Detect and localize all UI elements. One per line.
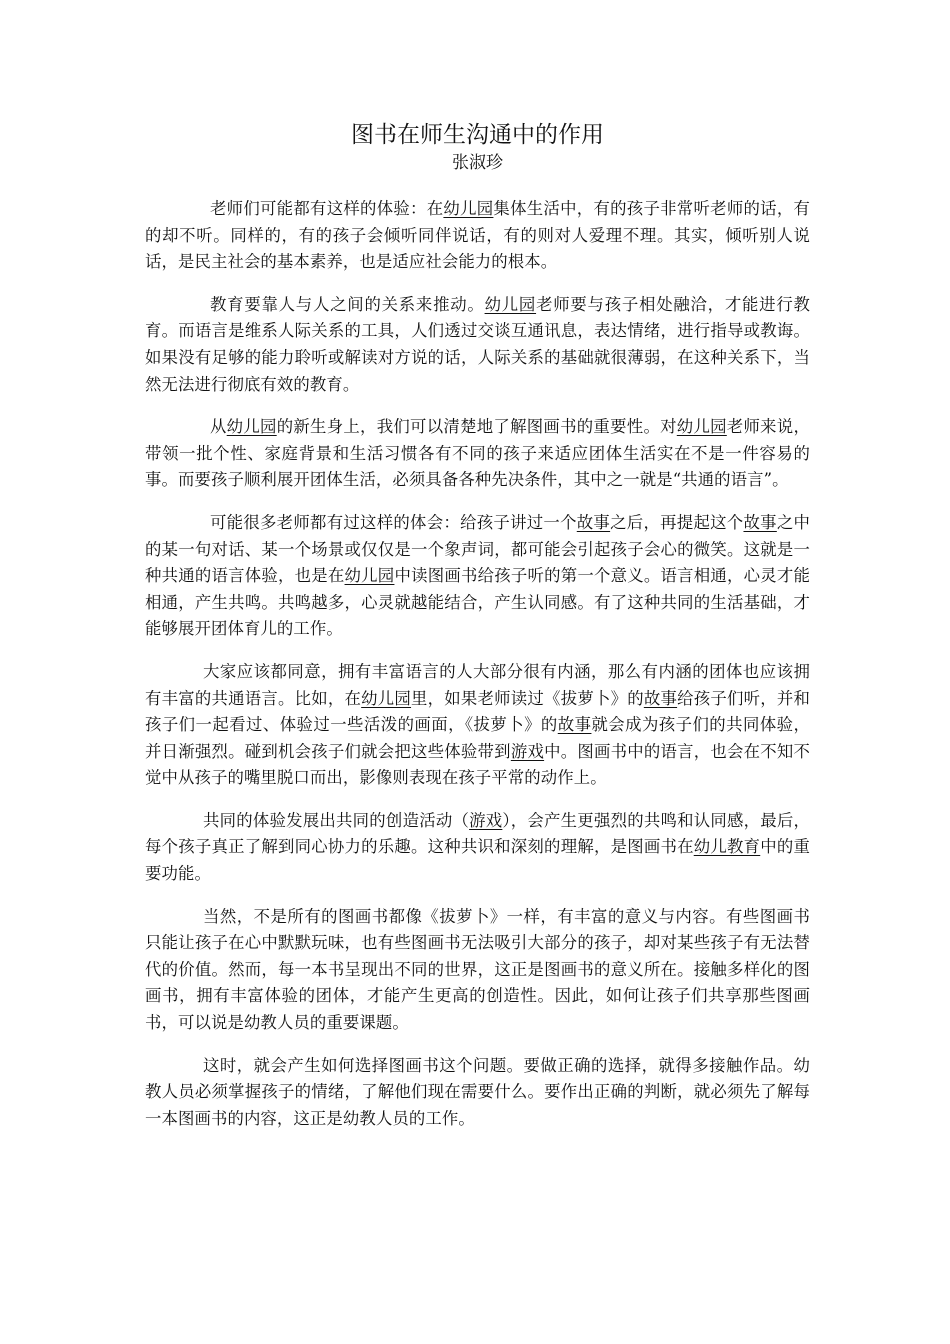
keyword-link[interactable]: 幼儿园: [484, 294, 537, 314]
paragraph: [145, 414, 810, 494]
keyword-link[interactable]: 游戏: [510, 741, 545, 761]
keyword-link[interactable]: 故事: [576, 512, 611, 532]
paragraph-text: 之中的某一句对话、某一个场景或仅仅是一个象声词，都可能会引起孩子会心的微笑。这就是一种共通的语言体验，也是在: [145, 512, 810, 586]
paragraph-text: 老师要与孩子相处融洽，才能进行教育。而语言是维系人际关系的工具，人们透过交谈互通讯息，表达情绪，进行指导或教诲。如果没有足够的能力聆听或解读对方说的话，人际关系的基础就很薄弱，在这种关系下，当然无法进行彻底有效的教育。: [145, 294, 810, 394]
document-title: 图书在师生沟通中的作用: [351, 122, 604, 148]
paragraph-text: 当然，不是所有的图画书都像《拔萝卜》一样，有丰富的意义与内容。有些图画书只能让孩子在心中默默玩味，也有些图画书无法吸引大部分的孩子，却对某些孩子有无法替代的价值。然而，每一本书呈现出不同的世界，这正是图画书的意义所在。接触多样化的图画书，拥有丰富体验的团体，才能产生更高的创造性。因此，如何让孩子们共享那些图画书，可以说是幼教人员的重要课题。: [145, 906, 810, 1033]
keyword-link[interactable]: 幼儿园: [676, 417, 727, 437]
paragraph-text: 大家应该都同意，拥有丰富语言的人大部分很有内涵，那么有内涵的团体也应该拥有丰富的共通语言。比如，在: [145, 661, 810, 708]
keyword-link[interactable]: 故事: [743, 512, 777, 532]
keyword-link[interactable]: 游戏: [469, 810, 503, 830]
paragraph: [145, 1053, 810, 1133]
keyword-link[interactable]: 幼儿教育: [693, 837, 761, 857]
paragraph-text: 中读图画书给孩子听的第一个意义。语言相通，心灵才能相通，产生共鸣。共鸣越多，心灵就越能结合，产生认同感。有了这种共同的生活基础，才能够展开团体育儿的工作。: [145, 566, 810, 639]
paragraph-text: 老师来说，带领一批个性、家庭背景和生活习惯各有不同的孩子来适应团体生活实在不是一件容易的事。而要孩子顺利展开团体生活，必须具备各种先决条件，其中之一就是“共通的语言”。: [145, 417, 810, 490]
keyword-link[interactable]: 幼儿园: [226, 417, 277, 437]
paragraph: [145, 292, 810, 398]
keyword-link[interactable]: 幼儿园: [344, 566, 395, 586]
paragraph: [145, 904, 810, 1037]
paragraph-text: 教育要靠人与人之间的关系来推动。: [210, 294, 485, 314]
paragraph-text: ），会产生更强烈的共鸣和认同感，最后，每个孩子真正了解到同心协力的乐趣。这种共识和深刻的理解，是图画书在: [145, 810, 810, 857]
document-page: [145, 118, 810, 1148]
paragraph: [145, 510, 810, 643]
keyword-link[interactable]: 故事: [557, 715, 592, 735]
paragraph-text: 里，如果老师读过《拔萝卜》的: [411, 688, 644, 708]
paragraph: [145, 659, 810, 792]
keyword-link[interactable]: 幼儿园: [443, 199, 494, 218]
paragraph-text: 这时，就会产生如何选择图画书这个问题。要做正确的选择，就得多接触作品。幼教人员必须掌握孩子的情绪，了解他们现在需要什么。要作出正确的判断，就必须先了解每一本图画书的内容，这正是幼教人员的工作。: [145, 1055, 810, 1128]
paragraph-text: 老师们可能都有这样的体验：在: [210, 199, 444, 218]
paragraph-text: 可能很多老师都有过这样的体会：给孩子讲过一个: [210, 512, 577, 532]
paragraph-text: 共同的体验发展出共同的创造活动（: [203, 810, 470, 830]
paragraph-text: 给孩子们听，并和孩子们一起看过、体验过一些活泼的画面，《拔萝卜》的: [145, 688, 810, 735]
paragraph-text: 集体生活中，有的孩子非常听老师的话，有的却不听。同样的，有的孩子会倾听同伴说话，有的则对人爱理不理。其实，倾听别人说话，是民主社会的基本素养，也是适应社会能力的根本。: [145, 199, 810, 272]
document-body: [145, 196, 810, 1132]
paragraph: [145, 196, 810, 276]
paragraph-text: 的新生身上，我们可以清楚地了解图画书的重要性。对: [276, 417, 677, 437]
paragraph-text: 中。图画书中的语言，也会在不知不觉中从孩子的嘴里脱口而出，影像则表现在孩子平常的动作上。: [145, 741, 811, 788]
paragraph-text: 中的重要功能。: [145, 837, 810, 884]
paragraph-text: 之后，再提起这个: [610, 512, 744, 532]
paragraph-text: 就会成为孩子们的共同体验，并日渐强烈。碰到机会孩子们就会把这些体验带到: [145, 715, 810, 761]
paragraph-text: 从: [210, 417, 227, 437]
paragraph: [145, 808, 810, 888]
document-author: 张淑珍: [452, 153, 503, 173]
keyword-link[interactable]: 故事: [643, 688, 678, 708]
keyword-link[interactable]: 幼儿园: [361, 688, 412, 708]
